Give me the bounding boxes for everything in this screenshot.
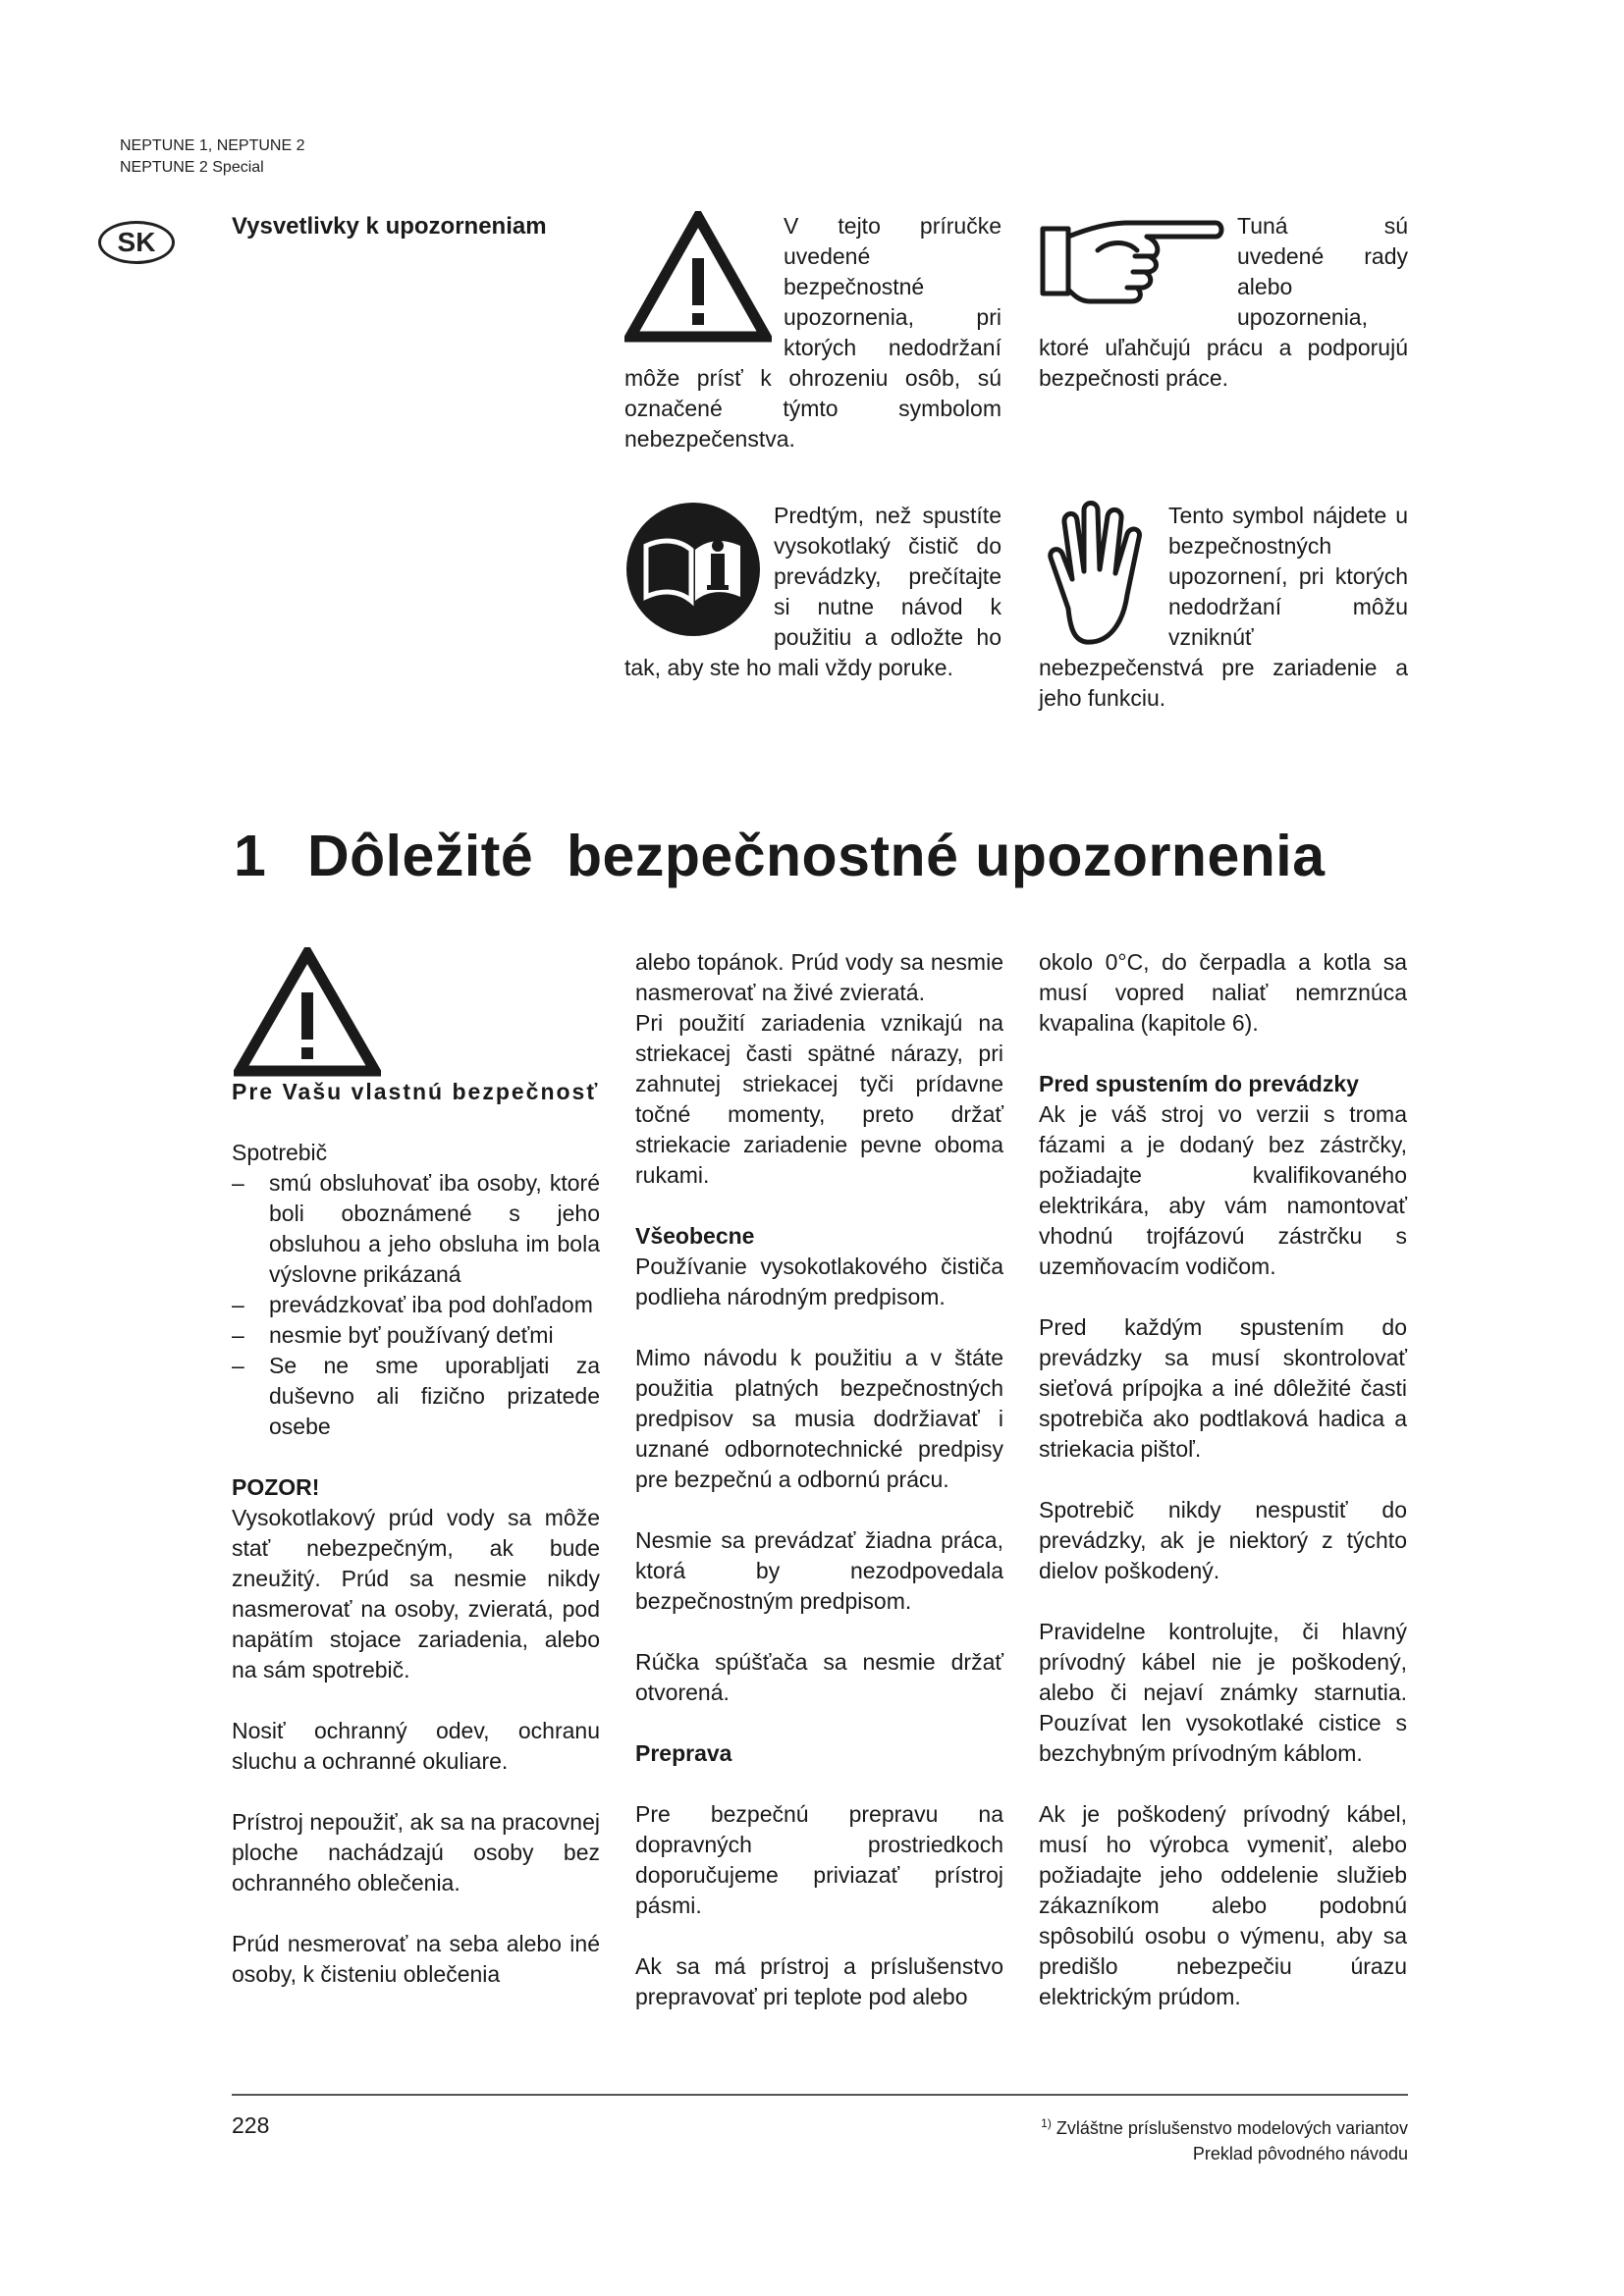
- paragraph: Ak je poškodený prívodný kábel, musí ho výrobca vymeniť, alebo požiadajte jeho oddelenie služieb zákazníkom alebo podobnú spôsobilú osobu o výmenu, aby sa predišlo nebezpečiu úrazu elektrickým prúdom.: [1039, 1801, 1407, 2009]
- footer-divider: [232, 2094, 1408, 2096]
- general-heading: Všeobecne: [635, 1223, 755, 1249]
- legend-title: Vysvetlivky k upozorneniam: [232, 213, 547, 240]
- paragraph: Používanie vysokotlakového čističa podlieha národným predpisom.: [635, 1254, 1003, 1309]
- paragraph: Pravidelne kontrolujte, či hlavný prívodný kábel nie je poškodený, alebo či nejaví známky starnutia. Pouzívat len vysokotlaké cistice s bezchybným prívodným káblom.: [1039, 1619, 1407, 1766]
- pointing-hand-icon: [1039, 211, 1225, 309]
- legend-tip-text: Tuná sú uvedené rady alebo upozornenia, ktoré uľahčujú prácu a podporujú bezpečnosti práce.: [1039, 213, 1408, 391]
- warning-heading: POZOR!: [232, 1474, 320, 1500]
- footnote-text: Zvláštne príslušenstvo modelových variantov: [1056, 2118, 1408, 2138]
- legend-manual: [624, 501, 1001, 683]
- warning-triangle-icon: [234, 947, 381, 1077]
- paragraph: Pri použití zariadenia vznikajú na striekacej časti spätné nárazy, pri zahnutej striekacej tyči prídavne točné momenty, preto držať striekacie zariadenie pevne oboma rukami.: [635, 1010, 1003, 1188]
- own-safety-heading: Pre Vašu vlastnú bezpečnosť: [232, 1079, 600, 1104]
- list-item: – nesmie byť používaný deťmi: [232, 1320, 600, 1351]
- document-header: [120, 135, 304, 179]
- header-special: NEPTUNE 2 Special: [120, 159, 264, 176]
- warning-triangle-icon: [624, 211, 772, 344]
- appliance-rules-list: [232, 1168, 600, 1442]
- language-badge: SK: [98, 221, 175, 264]
- paragraph: Ak je váš stroj vo verzii s troma fázami a je dodaný bez zástrčky, požiadajte kvalifikovaného elektrikára, aby vám namontovať vhodnú trojfázovú zástrčku s uzemňovacím vodičom.: [1039, 1101, 1407, 1279]
- read-manual-icon: [624, 501, 762, 638]
- paragraph: Prúd nesmerovať na seba alebo iné osoby, k čisteniu oblečenia: [232, 1931, 600, 1987]
- paragraph: Prístroj nepoužiť, ak sa na pracovnej ploche nachádzajú osoby bez ochranného oblečenia.: [232, 1809, 600, 1896]
- paragraph: Rúčka spúšťača sa nesmie držať otvorená.: [635, 1649, 1003, 1705]
- footnote: [1041, 2110, 1408, 2141]
- paragraph: Mimo návodu k použitiu a v štáte použitia platných bezpečnostných predpisov sa musia dodržiavať i uznané odbornotechnické predpisy pre bezpečnú a odbornú prácu.: [635, 1345, 1003, 1492]
- paragraph: Nosiť ochranný odev, ochranu sluchu a ochranné okuliare.: [232, 1718, 600, 1774]
- legend-tip: [1039, 211, 1408, 394]
- page-number: 228: [232, 2112, 270, 2138]
- footnote-marker: 1): [1041, 2116, 1052, 2130]
- transport-heading: Preprava: [635, 1740, 732, 1766]
- section-number: 1: [234, 824, 267, 888]
- footer-notes: [1041, 2110, 1408, 2166]
- column-2: [635, 947, 1003, 2012]
- legend-danger-text: V tejto príručke uvedené bezpečnostné upozornenia, pri ktorých nedodržaní môže prísť k ohrozeniu osôb, sú označené týmto symbolom nebezpečenstva.: [624, 213, 1001, 452]
- legend-manual-text: Predtým, než spustíte vysokotlaký čistič do prevádzky, prečítajte si nutne návod k použitiu a odložte ho tak, aby ste ho mali vždy poruke.: [624, 503, 1001, 680]
- legend-hand-text: Tento symbol nájdete u bezpečnostných upozornení, pri ktorých nedodržaní môžu vzniknúť nebezpečenstvá pre zariadenie a jeho funkciu.: [1039, 503, 1408, 711]
- appliance-intro: Spotrebič: [232, 1140, 328, 1165]
- column-1: [232, 947, 600, 1990]
- column-3: [1039, 947, 1407, 2012]
- paragraph: alebo topánok. Prúd vody sa nesmie nasmerovať na živé zvieratá.: [635, 949, 1003, 1005]
- section-heading: [234, 823, 1326, 889]
- paragraph: Ak sa má prístroj a príslušenstvo prepravovať pri teplote pod alebo: [635, 1953, 1003, 2009]
- paragraph: Pred každým spustením do prevádzky sa musí skontrolovať sieťová prípojka a iné dôležité časti spotrebiča ako podtlaková hadica a striekacia pištoľ.: [1039, 1314, 1407, 1462]
- paragraph: Spotrebič nikdy nespustiť do prevádzky, ak je niektorý z týchto dielov poškodený.: [1039, 1497, 1407, 1583]
- raised-hand-icon: [1039, 501, 1157, 648]
- list-item: – prevádzkovať iba pod dohľadom: [232, 1290, 600, 1320]
- paragraph: Pre bezpečnú prepravu na dopravných prostriedkoch doporučujeme priviazať prístroj pásmi.: [635, 1801, 1003, 1918]
- list-item: – Se ne sme uporabljati za duševno ali fizično prizatede osebe: [232, 1351, 600, 1442]
- paragraph: okolo 0°C, do čerpadla a kotla sa musí vopred naliať nemrznúca kvapalina (kapitole 6).: [1039, 949, 1407, 1036]
- translation-note: Preklad pôvodného návodu: [1192, 2144, 1408, 2163]
- list-item: – smú obsluhovať iba osoby, ktoré boli oboznámené s jeho obsluhou a jeho obsluha im bola výslovne prikázaná: [232, 1168, 600, 1290]
- paragraph: Nesmie sa prevádzať žiadna práca, ktorá by nezodpovedala bezpečnostným predpisom.: [635, 1527, 1003, 1614]
- legend-danger: [624, 211, 1001, 454]
- header-models: NEPTUNE 1, NEPTUNE 2: [120, 137, 305, 154]
- section-title: Dôležité bezpečnostné upozornenia: [307, 824, 1326, 888]
- legend-hand: [1039, 501, 1408, 714]
- before-start-heading: Pred spustením do prevádzky: [1039, 1071, 1359, 1096]
- warning-text: Vysokotlakový prúd vody sa môže stať nebezpečným, ak bude zneužitý. Prúd sa nesmie nikdy nasmerovať na osoby, zvieratá, pod napätím stojace zariadenia, alebo na sám spotrebič.: [232, 1505, 600, 1682]
